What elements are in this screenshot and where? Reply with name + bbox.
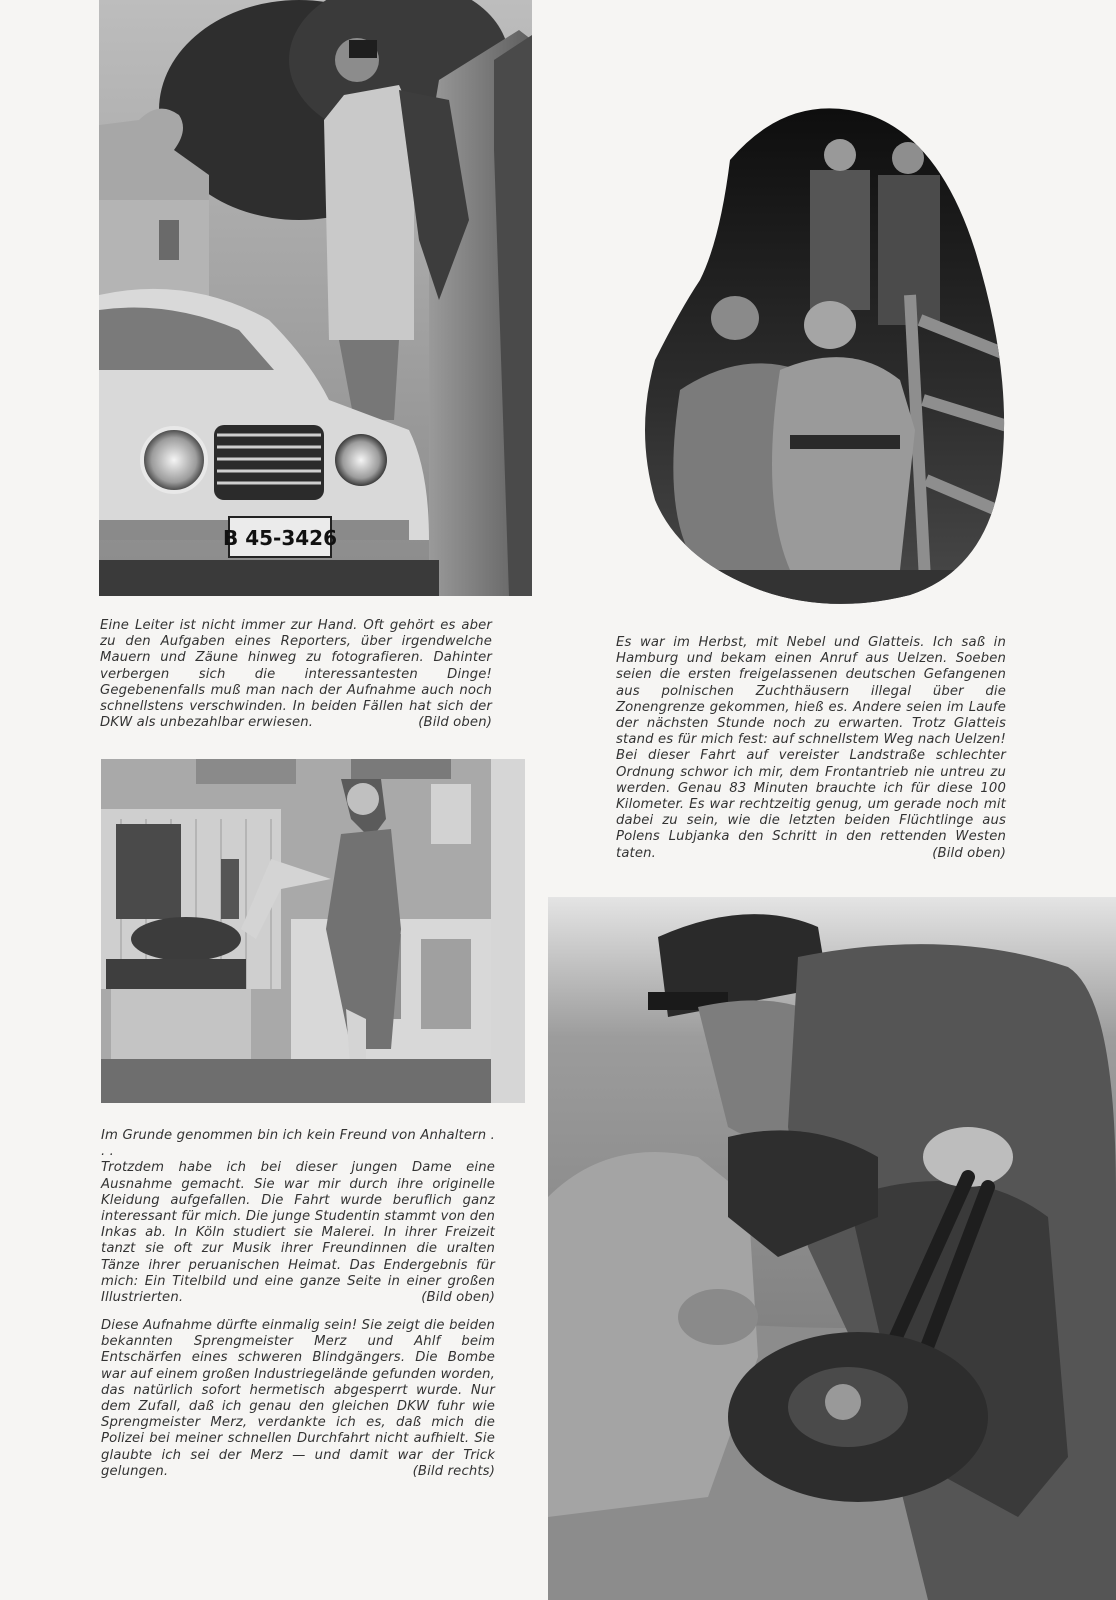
photo-reporter-on-car <box>99 0 532 596</box>
photo-inca-dancer <box>101 759 525 1103</box>
caption-dancer-text: Trotzdem habe ich bei dieser jungen Dame eine Ausnahme gemacht. Sie war mir durch ihre originelle Kleidung aufgefallen. Die Fahrt wurde beruflich ganz interessant für mich. Die junge Studentin stammt von den Inkas ab. In Köln studiert sie Malerei. In ihrer Freizeit tanzt sie oft zur Musik ihrer Freundinnen die uralten Tänze ihrer peruanischen Heimat. Das Endergebnis für mich: Ein Titelbild und eine ganze Seite in einer großen Illustrierten. <box>101 1160 495 1306</box>
caption-bomb-text: Diese Aufnahme dürfte einmalig sein! Sie zeigt die beiden bekannten Sprengmeister Merz und Ahlf beim Entschärfen eines schweren Blindgängers. Die Bombe war auf einem großen Industriegelände gefunden worden, das natürlich sofort hermetisch abgesperrt wurde. Nur dem Zufall, daß ich genau den gleichen DKW fuhr wie Sprengmeister Merz, verdankte ich es, daß mich die Polizei bei meiner schnellen Durchfahrt nicht aufhielt. Sie glaubte ich sei der Merz — und damit war der Trick gelungen. <box>101 1318 495 1479</box>
photo-refugees-border <box>640 100 1020 605</box>
caption-uelzen-text: Es war im Herbst, mit Nebel und Glatteis. Ich saß in Hamburg und bekam einen Anruf aus Uelzen. Soeben seien die ersten freigelassenen deutschen Gefangenen aus polnischen Zuchthäusern illegal über die Zonengrenze gekommen, hieß es. Andere seien im Laufe der nächsten Stunde noch zu erwarten. Trotz Glatteis stand es für mich fest: auf schnellstem Weg nach Uelzen! Bei dieser Fahrt auf vereister Landstraße schlechter Ordnung schwor ich mir, dem Frontantrieb nie untreu zu werden. Genau 83 Minuten brauchte ich für diese 100 Kilometer. Es war rechtzeitig genug, um gerade noch mit dabei zu sein, wie die letzten beiden Flüchtlinge aus Polens Lubjanka den Schritt in den rettenden Westen taten. <box>616 635 1006 861</box>
caption-ladder <box>100 618 492 732</box>
caption-ladder-ref: (Bild oben) <box>418 715 492 731</box>
caption-bomb <box>101 1318 495 1480</box>
license-plate: B 45-3426 <box>222 526 338 550</box>
caption-bomb-ref: (Bild rechts) <box>412 1464 495 1480</box>
photo-bomb-disposal <box>548 897 1116 1600</box>
caption-dancer-ref: (Bild oben) <box>421 1290 495 1306</box>
caption-uelzen-ref: (Bild oben) <box>932 845 1006 861</box>
caption-uelzen <box>616 635 1006 862</box>
caption-dancer-line1: Im Grunde genommen bin ich kein Freund von Anhaltern . . . <box>101 1128 495 1160</box>
caption-ladder-text: Eine Leiter ist nicht immer zur Hand. Oft gehört es aber zu den Aufgaben eines Reporters, über irgendwelche Mauern und Zäune hinweg zu fotografieren. Dahinter verbergen sich die interessantesten Dinge! Gegebenenfalls muß man nach der Aufnahme auch noch schnellstens verschwinden. In beiden Fällen hat sich der DKW als unbezahlbar erwiesen. <box>100 618 492 731</box>
caption-dancer <box>101 1128 495 1306</box>
